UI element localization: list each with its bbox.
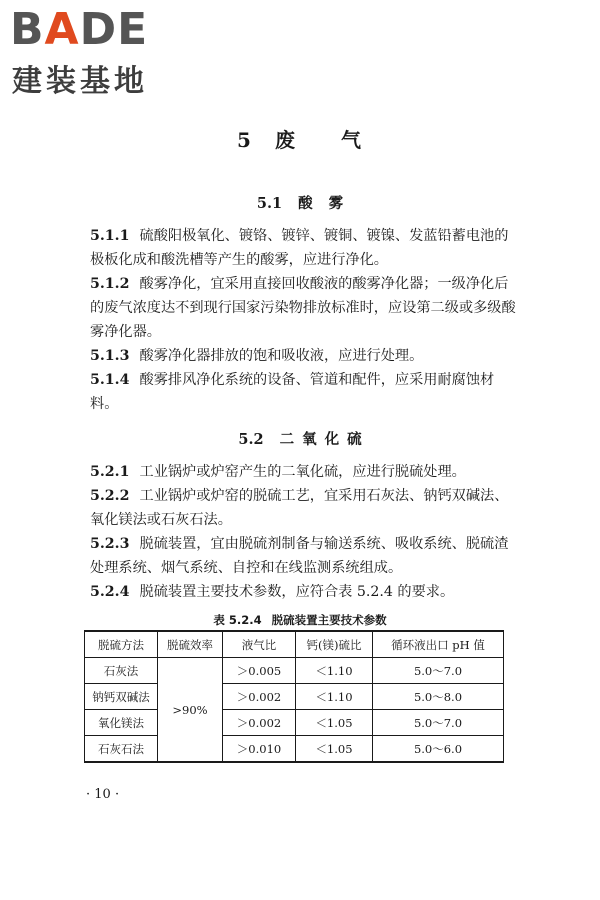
chapter-title [0, 124, 600, 153]
clause-text: 脱硫装置主要技术参数，应符合表 5.2.4 的要求。 [139, 584, 455, 600]
clause-5-1-1 [90, 224, 520, 272]
table-cell-liquid-gas-ratio: ＞0.002 [223, 710, 296, 736]
table-cell-ph: 5.0～7.0 [373, 710, 504, 736]
clause-5-2-4 [90, 580, 520, 604]
clause-number: 5.2.3 [90, 536, 130, 552]
table-row [85, 710, 504, 736]
clause-number: 5.1.3 [90, 348, 130, 364]
table-caption-number: 表 5.2.4 [213, 613, 262, 627]
clause-text: 工业锅炉或炉窑产生的二氧化硫，应进行脱硫处理。 [139, 464, 466, 480]
table-cell-ca-s-ratio: ＜1.05 [296, 710, 373, 736]
table-header-cell: 钙(镁)硫比 [296, 631, 373, 658]
section-title-char: 化 [324, 431, 340, 448]
chapter-title-char-1: 废 [274, 128, 297, 152]
section-title-char: 雾 [328, 195, 344, 212]
clause-text: 酸雾净化，宜采用直接回收酸液的酸雾净化器；一级净化后的废气浓度达不到现行国家污染物排放标准时，应设第二级或多级酸雾净化器。 [90, 276, 516, 340]
table-cell-ph: 5.0～6.0 [373, 736, 504, 763]
table-cell-ca-s-ratio: ＜1.10 [296, 684, 373, 710]
table-cell-method: 石灰法 [85, 658, 158, 684]
clause-number: 5.2.2 [90, 488, 130, 504]
clause-number: 5.1.2 [90, 276, 130, 292]
page-number: · 10 · [86, 787, 120, 802]
table-header-row [85, 631, 504, 658]
table-caption [0, 612, 600, 628]
table-cell-liquid-gas-ratio: ＞0.005 [223, 658, 296, 684]
table-cell-method: 氧化镁法 [85, 710, 158, 736]
section-number: 5.1 [256, 195, 283, 212]
section-heading-5-2 [0, 428, 600, 449]
brand-wordmark [10, 6, 170, 50]
section-title-char: 酸 [298, 195, 313, 212]
clause-5-2-3 [90, 532, 520, 580]
section-title-char: 二 [279, 431, 295, 448]
section-heading-5-1 [0, 192, 600, 213]
table-cell-ph: 5.0～7.0 [373, 658, 504, 684]
table-cell-efficiency: >90% [158, 658, 223, 763]
table-header-cell: 循环液出口 pH 值 [373, 631, 504, 658]
table-header-cell: 脱硫方法 [85, 631, 158, 658]
clause-number: 5.1.4 [90, 372, 130, 388]
chapter-title-char-2: 气 [340, 128, 363, 152]
section-title-char: 氧 [302, 431, 317, 448]
table-cell-ph: 5.0～8.0 [373, 684, 504, 710]
svg-text:BADE: BADE [10, 6, 149, 50]
clause-5-1-4 [90, 368, 520, 416]
section-title-char: 硫 [347, 431, 362, 448]
brand-subtitle: 建装基地 [12, 64, 148, 99]
desulfurization-params-table [84, 630, 504, 763]
clause-text: 工业锅炉或炉窑的脱硫工艺，宜采用石灰法、钠钙双碱法、氧化镁法或石灰石法。 [90, 488, 509, 528]
clause-number: 5.2.1 [90, 464, 130, 480]
table-cell-liquid-gas-ratio: ＞0.010 [223, 736, 296, 763]
clause-5-1-3 [90, 344, 520, 368]
clause-5-2-1 [90, 460, 520, 484]
table-row [85, 736, 504, 763]
clause-text: 硫酸阳极氧化、镀铬、镀锌、镀铜、镀镍、发蓝铅蓄电池的极板化成和酸洗槽等产生的酸雾，应进行净化。 [90, 228, 509, 268]
section-number: 5.2 [238, 431, 264, 448]
clause-text: 酸雾排风净化系统的设备、管道和配件，应采用耐腐蚀材料。 [90, 372, 495, 412]
clause-5-2-2 [90, 484, 520, 532]
clause-text: 酸雾净化器排放的饱和吸收液，应进行处理。 [139, 348, 424, 364]
table-row [85, 658, 504, 684]
table-header-cell: 脱硫效率 [158, 631, 223, 658]
table-row [85, 684, 504, 710]
clause-number: 5.1.1 [90, 228, 130, 244]
clause-number: 5.2.4 [90, 584, 130, 600]
section-body-5-2 [90, 460, 520, 604]
table-caption-title: 脱硫装置主要技术参数 [271, 613, 387, 627]
table-header-cell: 液气比 [223, 631, 296, 658]
brand-logo [10, 6, 180, 99]
clause-5-1-2 [90, 272, 520, 344]
table-cell-ca-s-ratio: ＜1.10 [296, 658, 373, 684]
table-cell-ca-s-ratio: ＜1.05 [296, 736, 373, 763]
section-body-5-1 [90, 224, 520, 416]
table-cell-method: 钠钙双碱法 [85, 684, 158, 710]
chapter-number: 5 [237, 128, 253, 152]
clause-text: 脱硫装置，宜由脱硫剂制备与输送系统、吸收系统、脱硫渣处理系统、烟气系统、自控和在线监测系统组成。 [90, 536, 509, 576]
table-cell-method: 石灰石法 [85, 736, 158, 763]
table-cell-liquid-gas-ratio: ＞0.002 [223, 684, 296, 710]
